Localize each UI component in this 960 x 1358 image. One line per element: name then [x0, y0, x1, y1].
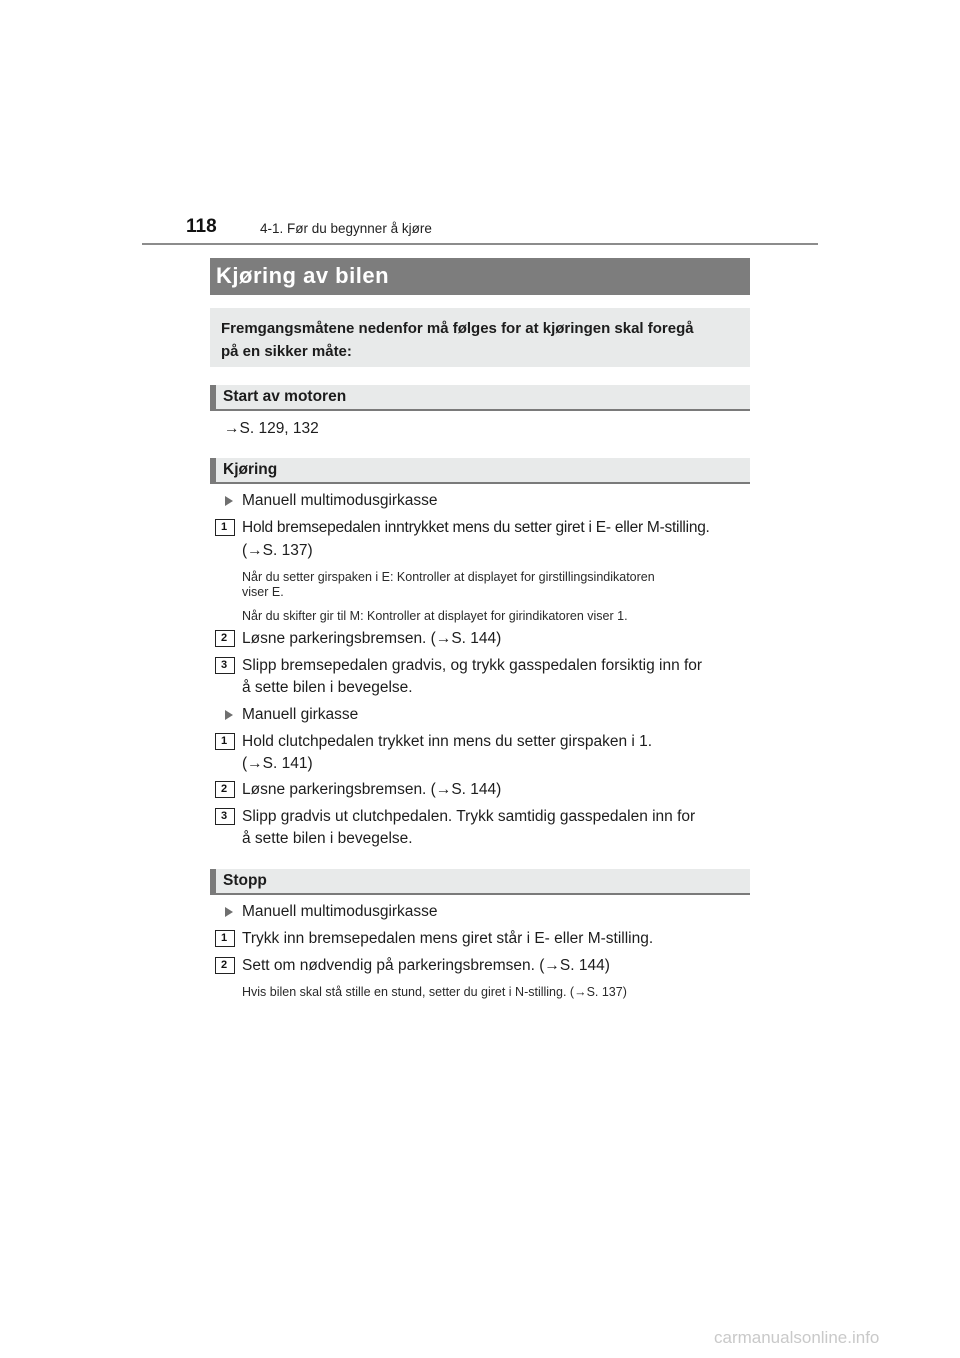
driving-multimode-note1-line2: viser E. — [242, 585, 284, 599]
section-heading-stop: Stopp — [210, 869, 750, 895]
driving-multimode-note2: Når du skifter gir til M: Kontroller at displayet for girindikatoren viser 1. — [242, 609, 628, 623]
stop-multimode-note: Hvis bilen skal stå stille en stund, setter du giret i N-stilling. (→S. 137) — [242, 985, 627, 999]
stop-multimode-step2: Sett om nødvendig på parkeringsbremsen. (→S. 144) — [242, 957, 610, 974]
driving-multimode-step2: Løsne parkeringsbremsen. (→S. 144) — [242, 630, 502, 647]
driving-multimode-note1-line1: Når du setter girspaken i E: Kontroller at displayet for girstillingsindikatoren — [242, 570, 655, 584]
triangle-bullet-icon — [225, 907, 233, 917]
step-number-badge: 2 — [215, 781, 235, 798]
intro-line-1: Fremgangsmåtene nedenfor må følges for at kjøringen skal foregå — [221, 320, 694, 337]
header-divider — [142, 243, 818, 245]
section-heading-start: Start av motoren — [210, 385, 750, 411]
footer-watermark: carmanualsonline.info — [714, 1328, 880, 1347]
intro-box — [210, 308, 750, 367]
step-number-badge: 2 — [215, 630, 235, 647]
stop-multimode-label: Manuell multimodusgirkasse — [242, 903, 438, 920]
step-number-badge: 1 — [215, 519, 235, 536]
section-heading-driving: Kjøring — [210, 458, 750, 484]
triangle-bullet-icon — [225, 496, 233, 506]
page-number: 118 — [186, 216, 217, 237]
step-number-badge: 3 — [215, 808, 235, 825]
driving-multimode-step3-line1: Slipp bremsepedalen gradvis, og trykk gasspedalen forsiktig inn for — [242, 657, 703, 674]
step-number-badge: 1 — [215, 733, 235, 750]
breadcrumb: 4-1. Før du begynner å kjøre — [260, 221, 432, 236]
driving-multimode-step1-line1: Hold bremsepedalen inntrykket mens du setter giret i E- eller M-stilling. — [242, 519, 710, 536]
driving-manual-label: Manuell girkasse — [242, 706, 359, 723]
driving-multimode-step3-line2: å sette bilen i bevegelse. — [242, 679, 413, 696]
step-number-badge: 2 — [215, 957, 235, 974]
driving-multimode-label: Manuell multimodusgirkasse — [242, 492, 438, 509]
driving-manual-step1-line1: Hold clutchpedalen trykket inn mens du setter girspaken i 1. — [242, 733, 653, 750]
driving-manual-step2: Løsne parkeringsbremsen. (→S. 144) — [242, 781, 502, 798]
start-reference: →S. 129, 132 — [224, 420, 319, 437]
step-number-badge: 3 — [215, 657, 235, 674]
intro-line-2: på en sikker måte: — [221, 343, 352, 360]
driving-manual-step3-line1: Slipp gradvis ut clutchpedalen. Trykk samtidig gasspedalen inn for — [242, 808, 696, 825]
page-title: Kjøring av bilen — [210, 258, 750, 295]
driving-manual-step3-line2: å sette bilen i bevegelse. — [242, 830, 413, 847]
driving-manual-step1-line2: (→S. 141) — [242, 755, 313, 772]
driving-multimode-step1-line2: (→S. 137) — [242, 542, 313, 559]
triangle-bullet-icon — [225, 710, 233, 720]
step-number-badge: 1 — [215, 930, 235, 947]
stop-multimode-step1: Trykk inn bremsepedalen mens giret står i E- eller M-stilling. — [242, 930, 654, 947]
